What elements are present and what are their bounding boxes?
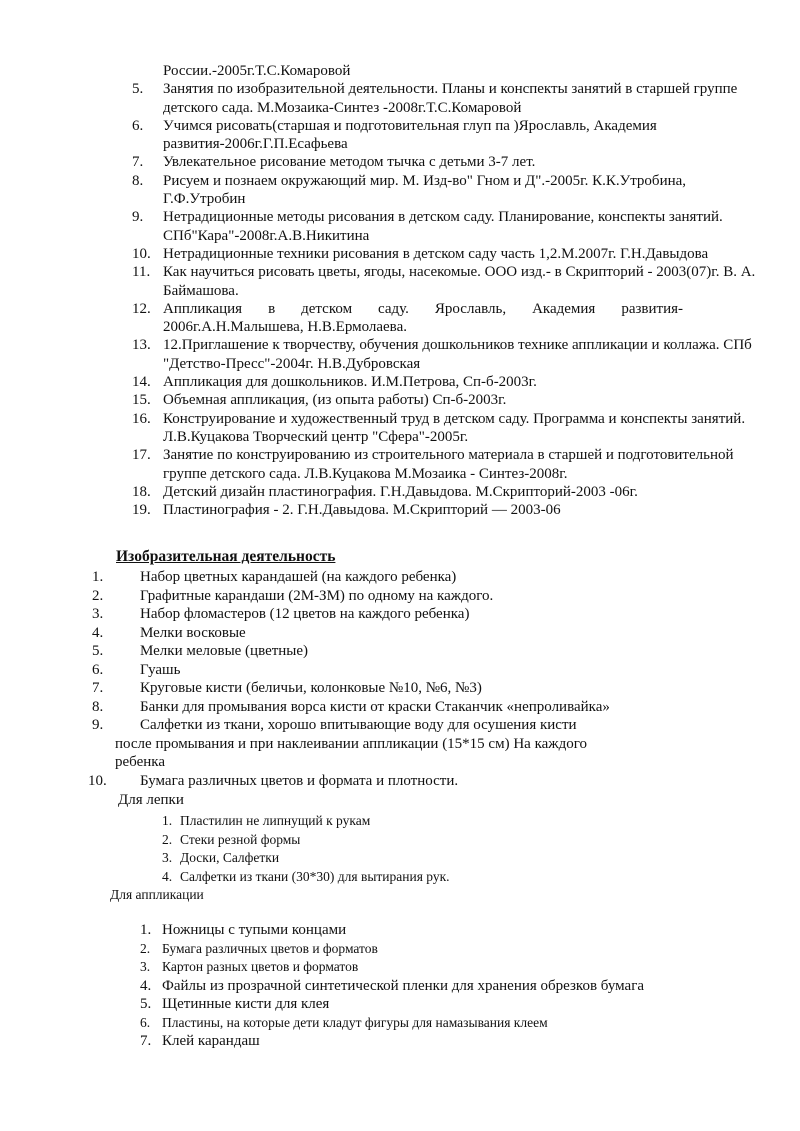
list-item: 19. Пластинография - 2. Г.Н.Давыдова. М.Скрипторий — 2003-06: [132, 502, 561, 519]
list-item: 18. Детский дизайн пластинография. Г.Н.Давыдова. М.Скрипторий-2003 -06г.: [132, 483, 638, 500]
materials-list: [0, 568, 800, 790]
list-item: 6. Гуашь: [92, 661, 181, 678]
list-item: 2. Графитные карандаши (2М-ЗМ) по одному на каждого.: [92, 587, 494, 604]
list-item: 7. Увлекательное рисование методом тычка с детьми 3-7 лет.: [132, 154, 536, 171]
list-item: России.-2005г.Т.С.Комаровой: [163, 63, 351, 79]
list-item: 13. 12.Приглашение к творчеству, обучения дошкольников технике аппликации и коллажа. СПб "Детство-Пресс"-2004г. Н.В.Дубровская: [132, 337, 752, 372]
list-item: 3. Доски, Салфетки: [162, 850, 280, 865]
list-item: 1. Ножницы с тупыми концами: [140, 922, 347, 938]
list-item: 17. Занятие по конструированию из строительного материала в старшей и подготовительной группе детского сада. Л.В.Куцакова М.Мозаика - Синтез-2008г.: [132, 447, 734, 482]
modeling-list: [0, 812, 800, 886]
list-item: 5. Мелки меловые (цветные): [92, 643, 309, 659]
list-item: 7. Клей карандаш: [140, 1033, 260, 1049]
list-item: 7. Круговые кисти (беличьи, колонковые №10, №6, №3): [92, 680, 482, 696]
list-item: 11. Как научиться рисовать цветы, ягоды, насекомые. ООО изд.- в Скрипторий - 2003(07)г. В. А. Баймашова.: [132, 264, 756, 299]
modeling-title: Для лепки: [118, 792, 184, 808]
list-item: 2. Бумага различных цветов и форматов: [140, 940, 378, 956]
list-item: 4. Салфетки из ткани (30*30) для вытирания рук.: [162, 868, 450, 884]
list-item: 10. Нетрадиционные техники рисования в детском саду часть 1,2.М.2007г. Г.Н.Давыдова: [132, 245, 709, 262]
list-item: 9. Салфетки из ткани, хорошо впитывающие воду для осушения кисти после промывания и при наклеивании аппликации (15*15 см) На каждого ребенка: [92, 717, 588, 770]
list-item: 3. Картон разных цветов и форматов: [140, 959, 359, 974]
list-item: 5. Занятия по изобразительной деятельности. Планы и конспекты занятий в старшей группе детского сада. М.Мозаика-Синтез -2008г.Т.С.Комаровой: [132, 81, 738, 116]
list-item: 8. Банки для промывания ворса кисти от краски Стаканчик «непроливайка»: [92, 698, 610, 715]
list-item: 2. Стеки резной формы: [162, 831, 301, 847]
list-item: 8. Рисуем и познаем окружающий мир. М. Изд-во" Гном и Д".-2005г. К.К.Утробина, Г.Ф.Утробин: [132, 172, 687, 208]
section-title: Изобразительная деятельность: [116, 548, 336, 565]
applique-list: [0, 921, 800, 1051]
list-item: 1. Набор цветных карандашей (на каждого ребенка): [92, 569, 457, 585]
literature-list: [0, 62, 800, 519]
list-item: 15. Объемная аппликация, (из опыта работы) Сп-б-2003г.: [132, 392, 507, 409]
list-item: 12. Аппликация в детском саду. Ярославль, Академия развития- 2006г.А.Н.Малышева, Н.В.Ермолаева.: [132, 300, 683, 336]
list-item: 5. Щетинные кисти для клея: [140, 996, 330, 1012]
list-item: 16. Конструирование и художественный труд в детском саду. Программа и конспекты занятий. Л.В.Куцакова Творческий центр "Сфера"-2005г.: [132, 410, 746, 445]
list-item: 3. Набор фломастеров (12 цветов на каждого ребенка): [92, 606, 470, 622]
list-item: 1. Пластилин не липнущий к рукам: [162, 813, 371, 828]
list-item: 10. Бумага различных цветов и формата и плотности.: [88, 772, 459, 789]
list-item: 4. Мелки восковые: [92, 624, 246, 641]
list-item: 6. Пластины, на которые дети кладут фигуры для намазывания клеем: [140, 1014, 548, 1030]
list-item: 4. Файлы из прозрачной синтетической пленки для хранения обрезков бумага: [140, 977, 645, 994]
applique-title: Для аппликации: [110, 887, 204, 902]
list-item: 14. Аппликация для дошкольников. И.М.Петрова, Сп-б-2003г.: [132, 374, 537, 391]
list-item: 9. Нетрадиционные методы рисования в детском саду. Планирование, конспекты занятий. СПб"Кара"-2008г.А.В.Никитина: [132, 209, 723, 244]
list-item: 6. Учимся рисовать(старшая и подготовительная глуп па )Ярославль, Академия развития-2006г.Г.П.Есафьева: [132, 117, 657, 153]
